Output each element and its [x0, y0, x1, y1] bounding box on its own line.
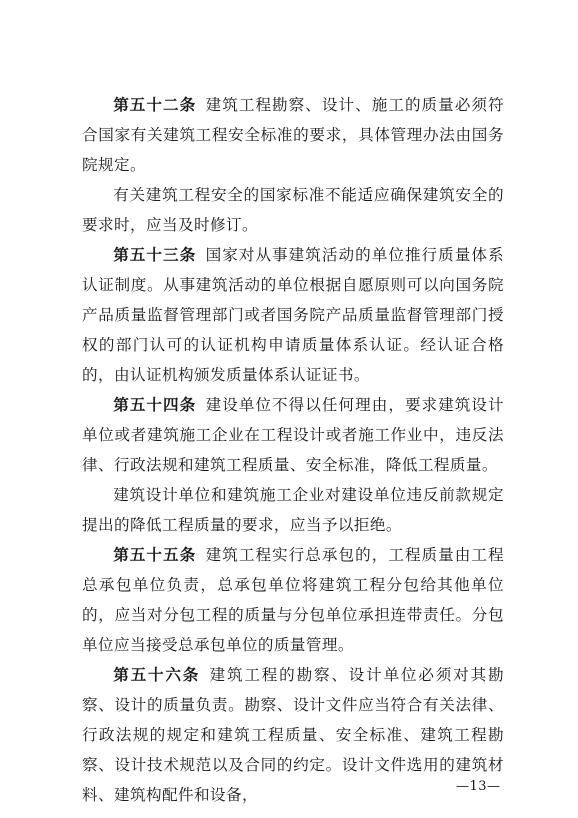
paragraph-text: 建筑工程实行总承包的，工程质量由工程总承包单位负责，总承包单位将建筑工程分包给其他单位的，应当对分包工程的质量与分包单位承担连带责任。分包单位应当接受总承包单位的质量管理。 [82, 546, 504, 654]
paragraph-article-52 [82, 90, 504, 180]
paragraph-article-52-part-2 [82, 180, 504, 240]
page-number: —13— [456, 779, 501, 794]
paragraph-article-56 [82, 660, 504, 810]
paragraph-article-53 [82, 240, 504, 390]
article-heading: 第五十五条 [113, 546, 197, 564]
article-heading: 第五十四条 [113, 396, 197, 414]
paragraph-text: 有关建筑工程安全的国家标准不能适应确保建筑安全的要求时，应当及时修订。 [82, 186, 504, 234]
paragraph-text: 建筑工程勘察、设计、施工的质量必须符合国家有关建筑工程安全标准的要求，具体管理办法由国务院规定。 [82, 96, 504, 174]
article-heading: 第五十六条 [113, 666, 201, 684]
paragraph-article-54 [82, 390, 504, 480]
paragraph-text: 建筑设计单位和建筑施工企业对建设单位违反前款规定提出的降低工程质量的要求，应当予以拒绝。 [82, 486, 504, 534]
article-heading: 第五十三条 [113, 246, 197, 264]
paragraph-text: 国家对从事建筑活动的单位推行质量体系认证制度。从事建筑活动的单位根据自愿原则可以向国务院产品质量监督管理部门或者国务院产品质量监督管理部门授权的部门认可的认证机构申请质量体系认证。经认证合格的，由认证机构颁发质量体系认证证书。 [82, 246, 504, 384]
paragraph-article-54-part-2 [82, 480, 504, 540]
paragraph-text: 建设单位不得以任何理由，要求建筑设计单位或者建筑施工企业在工程设计或者施工作业中，违反法律、行政法规和建筑工程质量、安全标准，降低工程质量。 [82, 396, 504, 474]
document-body [82, 90, 504, 810]
article-heading: 第五十二条 [113, 96, 197, 114]
paragraph-article-55 [82, 540, 504, 660]
paragraph-text: 建筑工程的勘察、设计单位必须对其勘察、设计的质量负责。勘察、设计文件应当符合有关法律、行政法规的规定和建筑工程质量、安全标准、建筑工程勘察、设计技术规范以及合同的约定。设计文件选用的建筑材料、建筑构配件和设备， [82, 666, 504, 804]
